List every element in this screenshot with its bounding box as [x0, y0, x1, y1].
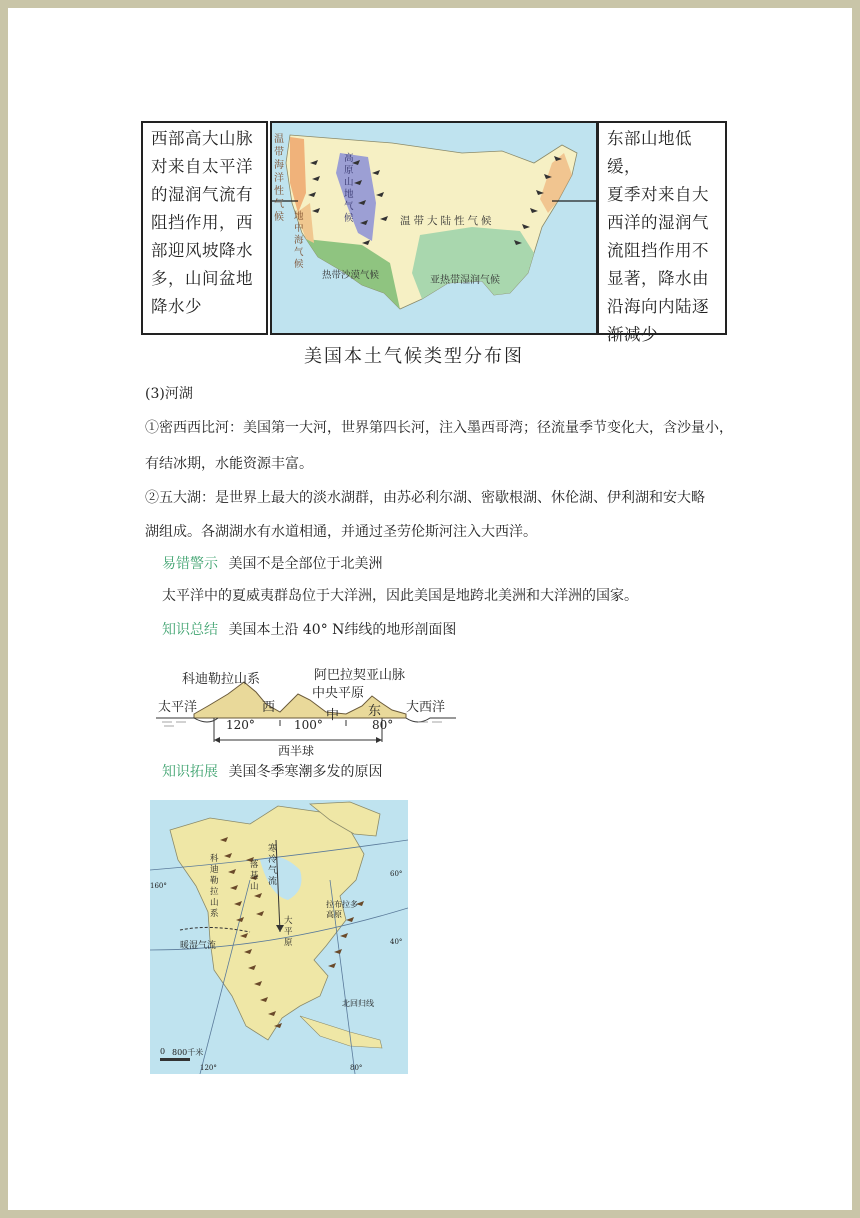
summary-heading: [162, 620, 456, 640]
great-lakes-text-cont: 湖组成。各湖湖水有水道相通，并通过圣劳伦斯河注入大西洋。: [145, 524, 537, 540]
north-america-map: [150, 800, 408, 1074]
summary-tag: 知识总结: [162, 622, 218, 638]
label-atlantic: 大西洋: [406, 700, 446, 715]
label-great-plains: 大平原: [284, 916, 293, 948]
east-note-line: 夏季对来自大: [607, 185, 709, 204]
us-climate-map: [270, 121, 598, 335]
label-lon-120: 120°: [226, 718, 255, 732]
warning-title: 美国不是全部位于北美洲: [228, 556, 383, 572]
east-note-line: 西洋的湿润气: [607, 213, 709, 232]
climate-map-caption: 美国本土气候类型分布图: [304, 346, 524, 367]
terrain-profile-diagram: [156, 656, 456, 758]
warning-body: 太平洋中的夏威夷群岛位于大洋洲，因此美国是地跨北美洲和大洋洲的国家。: [162, 588, 638, 604]
section-heading: (3)河湖: [145, 386, 193, 402]
label-tropical-desert: 热带沙漠气候: [322, 270, 380, 281]
extension-tag: 知识拓展: [162, 764, 218, 780]
label-warm-air: 暖湿气流: [180, 941, 217, 951]
east-note-line: 沿海向内陆逐: [607, 297, 709, 316]
east-note-line: 流阻挡作用不: [607, 241, 709, 260]
label-lon-80: 80°: [350, 1064, 363, 1072]
label-east: 东: [368, 704, 382, 719]
east-note-line: 显著，降水由: [607, 269, 709, 288]
north-america-map-graphic: [150, 800, 408, 1074]
west-note-line: 降水少: [151, 297, 202, 316]
us-climate-map-graphic: [272, 123, 596, 333]
label-rockies: 落基山: [250, 860, 259, 892]
label-cold-air: 寒冷气流: [268, 844, 278, 887]
label-lat-60: 60°: [390, 870, 403, 878]
label-temperate-continental: 温带大陆性气候: [400, 215, 495, 227]
label-tropic: 北回归线: [342, 999, 374, 1008]
warning-heading: [162, 554, 382, 574]
label-lon-120: 120°: [200, 1064, 217, 1072]
label-middle: 中: [326, 708, 340, 723]
label-cordillera: 科迪勒拉山系: [182, 672, 261, 687]
mississippi-text: ①密西西比河：美国第一大河，世界第四长河，注入墨西哥湾；径流量季节变化大，含沙量小，: [145, 420, 733, 436]
extension-title: 美国冬季寒潮多发的原因: [228, 764, 383, 780]
east-note-box: [597, 121, 727, 344]
west-note-line: 部迎风坡降水: [151, 241, 253, 260]
west-note-line: 阻挡作用，西: [151, 213, 253, 232]
west-note-line: 对来自太平洋: [151, 157, 253, 176]
label-labrador: 拉布拉多高原: [326, 900, 358, 919]
label-central-plain: 中央平原: [312, 686, 365, 701]
label-highland: 高原山地气候: [344, 153, 354, 224]
label-pacific: 太平洋: [158, 700, 198, 715]
document-page: [8, 8, 852, 1210]
summary-title: 美国本土沿 40° N纬线的地形剖面图: [228, 622, 457, 638]
label-lat-40: 40°: [390, 938, 403, 946]
label-lon-160: 160°: [150, 882, 167, 890]
label-lon-80: 80°: [372, 718, 394, 732]
label-hemisphere: 西半球: [278, 744, 315, 758]
east-note-line: 渐减少: [607, 325, 658, 344]
label-scale: 800千米: [172, 1048, 204, 1057]
label-west: 西: [262, 700, 276, 715]
warning-tag: 易错警示: [162, 556, 218, 572]
label-appalachian: 阿巴拉契亚山脉: [314, 668, 406, 683]
label-scale-zero: 0: [160, 1047, 166, 1056]
west-note-line: 的湿润气流有: [151, 185, 253, 204]
label-subtropical-humid: 亚热带湿润气候: [430, 275, 500, 286]
label-temperate-maritime: 温带海洋性气候: [274, 134, 284, 223]
label-lon-100: 100°: [294, 718, 323, 732]
label-mediterranean: 地中海气候: [294, 211, 304, 270]
mississippi-text-cont: 有结冰期，水能资源丰富。: [145, 456, 313, 472]
great-lakes-text: ②五大湖：是世界上最大的淡水湖群，由苏必利尔湖、密歇根湖、休伦湖、伊利湖和安大略: [145, 490, 705, 506]
extension-heading: [162, 762, 382, 782]
west-note-line: 多，山间盆地: [151, 269, 253, 288]
label-cordillera-vertical: 科迪勒拉山系: [210, 854, 219, 919]
west-note-box: [141, 121, 268, 335]
west-note-line: 西部高大山脉: [151, 129, 253, 148]
east-note-line: 东部山地低缓，: [607, 129, 692, 176]
